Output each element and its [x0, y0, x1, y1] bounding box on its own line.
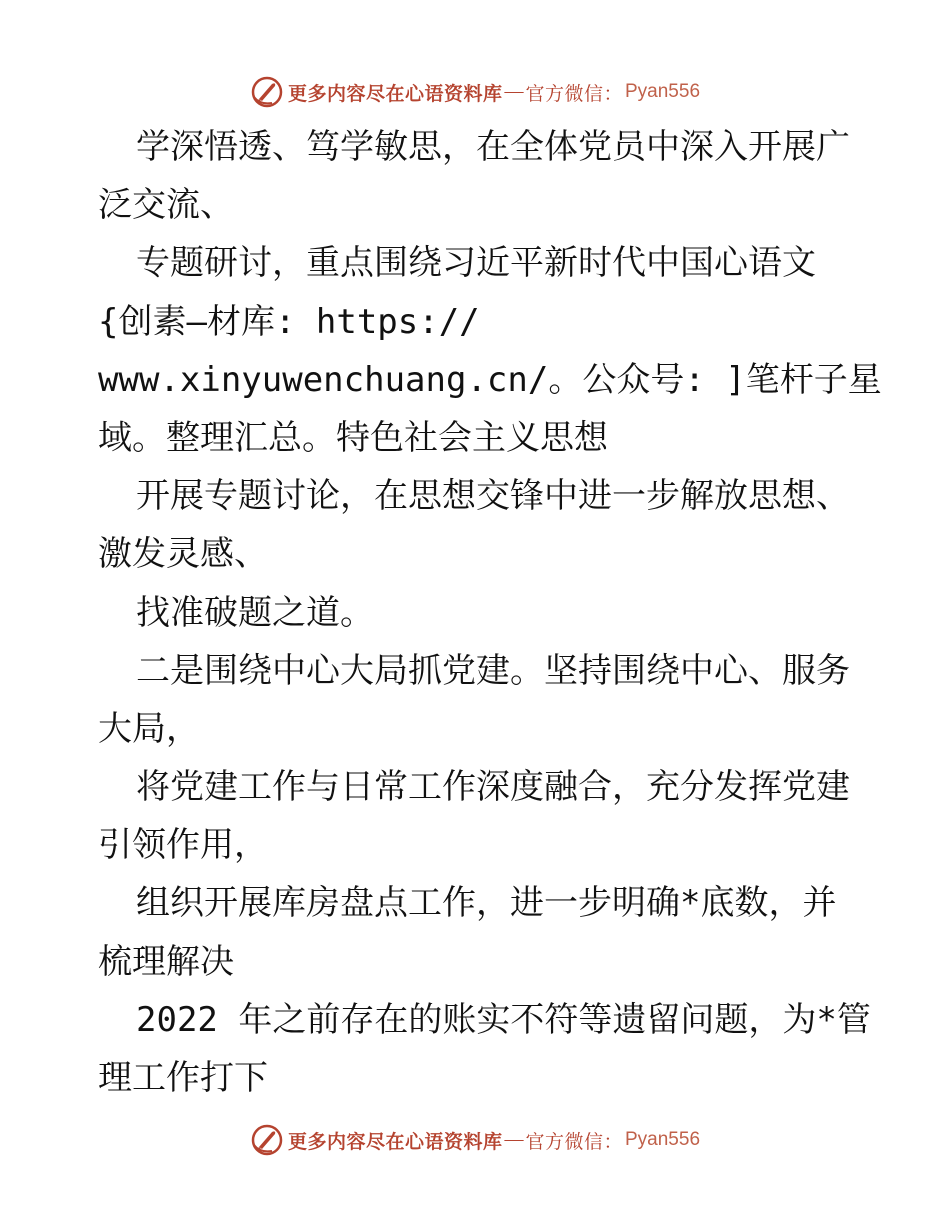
text-line: 域。整理汇总。特色社会主义思想	[98, 417, 608, 458]
text-line: 理工作打下	[98, 1058, 268, 1098]
footer-banner	[0, 1118, 950, 1162]
text-line: 组织开展库房盘点工作，进一步明确*底数，并	[136, 883, 837, 924]
text-line: 学深悟透、笃学敏思，在全体党员中深入开展广	[136, 127, 850, 167]
banner-wechat-id: Pyan556	[625, 1129, 701, 1150]
banner-wechat-label: 官方微信：	[525, 1130, 623, 1153]
text-line: 2022 年之前存在的账实不符等遗留问题，为*管	[136, 999, 871, 1040]
text-line: 激发灵感、	[98, 534, 268, 575]
banner-main-text: 更多内容尽在心语资料库	[287, 1130, 503, 1153]
text-line: 二是围绕中心大局抓党建。坚持围绕中心、服务	[136, 650, 850, 691]
text-line: 泛交流、	[98, 185, 234, 226]
text-line: 梳理解决	[98, 941, 234, 982]
text-line: www.xinyuwenchuang.cn/。公众号: ]笔杆子星	[98, 359, 882, 400]
banner-wechat-id: Pyan556	[625, 81, 701, 102]
text-line: 找准破题之道。	[136, 592, 374, 633]
banner-main-text: 更多内容尽在心语资料库	[287, 82, 503, 105]
banner-dash: —	[504, 81, 524, 102]
text-line: 开展专题讨论，在思想交锋中进一步解放思想、	[136, 476, 850, 517]
body-text	[98, 118, 882, 1107]
quill-pen-logo-icon	[250, 75, 284, 109]
text-line: 将党建工作与日常工作深度融合，充分发挥党建	[136, 767, 850, 808]
quill-pen-logo-icon	[250, 1123, 284, 1157]
text-line: {创素—材库: https://	[98, 301, 480, 342]
banner-dash: —	[504, 1129, 524, 1150]
text-line: 引领作用，	[98, 825, 268, 866]
text-line: 大局，	[98, 708, 200, 749]
header-banner	[0, 70, 950, 114]
text-line: 专题研讨，重点围绕习近平新时代中国心语文	[136, 243, 816, 284]
banner-wechat-label: 官方微信：	[525, 82, 623, 105]
